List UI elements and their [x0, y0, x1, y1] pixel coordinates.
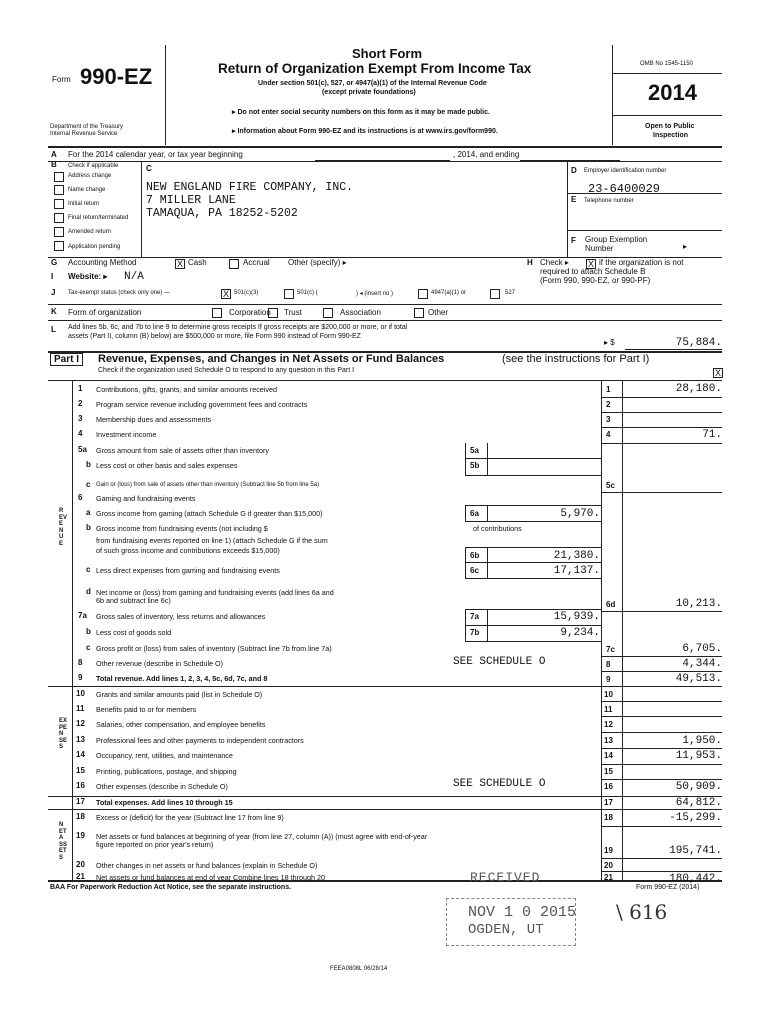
row-h-text2: if the organization is not: [599, 258, 684, 267]
form-word: Form: [52, 75, 71, 84]
line-6b-amount: 21,380.: [553, 550, 600, 562]
line-6c-num: c: [86, 565, 91, 574]
cash-label: Cash: [188, 258, 207, 267]
schedule-o-check-text: Check if the organization used Schedule O to respond to any question in this Part I: [98, 367, 355, 374]
line-6b-ref: 6b: [470, 551, 480, 560]
initial-return-label: Initial return: [68, 201, 100, 207]
line-5a-ref: 5a: [470, 446, 479, 455]
line-14-num: 14: [76, 750, 85, 759]
line-6b-text: Gross income from fundraising events (not including $: [96, 524, 268, 533]
application-pending-label: Application pending: [68, 244, 121, 250]
row-d-label: D: [571, 166, 577, 175]
gross-receipts-value: 75,884.: [675, 337, 722, 349]
accrual-checkbox[interactable]: [229, 259, 239, 269]
trust-checkbox[interactable]: [268, 308, 278, 318]
association-checkbox[interactable]: [323, 308, 333, 318]
corporation-checkbox[interactable]: [212, 308, 222, 318]
row-a-text2: , 2014, and ending: [453, 150, 520, 159]
row-l-text2: assets (Part II, column (B) below) are $500,000 or more, file Form 990 instead of Form 990-EZ: [68, 333, 361, 340]
accounting-method-label: Accounting Method: [68, 258, 137, 267]
line-21-amount: 180,442.: [669, 873, 722, 885]
dept-irs: Internal Revenue Service: [50, 131, 118, 137]
line-6a-amount: 5,970.: [560, 508, 600, 520]
line-7b-text: Less cost of goods sold: [96, 628, 172, 637]
insert-no-label: ) ◂ (insert no ): [356, 291, 394, 297]
row-e-label: E: [571, 195, 577, 204]
baa-notice: BAA For Paperwork Reduction Act Notice, see the separate instructions.: [50, 884, 292, 891]
line-6d-amount: 10,213.: [675, 598, 722, 610]
line-14-amount: 11,953.: [675, 750, 722, 762]
line-6a-text: Gross income from gaming (attach Schedule G if greater than $15,000): [96, 509, 323, 518]
line-6-num: 6: [78, 493, 83, 502]
line-9-amount: 49,513.: [675, 673, 722, 685]
line-20-num: 20: [76, 860, 85, 869]
line-7b-num: b: [86, 627, 91, 636]
tax-year: 2014: [648, 80, 697, 105]
line-21-ref: 21: [604, 873, 613, 882]
line-7c-ref: 7c: [606, 645, 615, 654]
line-4-amount: 71.: [702, 429, 722, 441]
subtitle-2: (except private foundations): [322, 89, 416, 96]
line-6a-ref: 6a: [470, 509, 479, 518]
line-5b-num: b: [86, 460, 91, 469]
line-5b-ref: 5b: [470, 461, 480, 470]
group-exemption-arrow: ▸: [683, 242, 688, 251]
line-8-note: SEE SCHEDULE O: [453, 656, 546, 668]
line-7a-num: 7a: [78, 611, 87, 620]
org-city: TAMAQUA, PA 18252-5202: [146, 207, 298, 220]
4947-checkbox[interactable]: [418, 289, 428, 299]
address-change-checkbox[interactable]: [54, 172, 64, 182]
line-1-num: 1: [78, 384, 83, 393]
line-6c-text: Less direct expenses from gaming and fundraising events: [96, 566, 280, 575]
final-return-checkbox[interactable]: [54, 213, 64, 223]
stamp-received: RECEIVED: [470, 870, 541, 885]
line-14-ref: 14: [604, 751, 613, 760]
initial-return-checkbox[interactable]: [54, 199, 64, 209]
row-l-arrow: ▸ $: [604, 338, 615, 347]
accrual-label: Accrual: [243, 258, 270, 267]
line-6d-ref: 6d: [606, 600, 616, 609]
revenue-side-label: REVENUE: [59, 508, 68, 547]
row-b-label: B: [51, 160, 57, 169]
line-11-num: 11: [76, 704, 85, 713]
line-7a-text: Gross sales of inventory, less returns and allowances: [96, 612, 266, 621]
line-20-ref: 20: [604, 861, 613, 870]
net-assets-side-label: NET ASSETS: [59, 822, 68, 861]
row-h-text3: required to attach Schedule B: [540, 267, 646, 276]
line-6d-num: d: [86, 587, 91, 596]
line-6c-ref: 6c: [470, 566, 479, 575]
row-h-label: H: [527, 258, 533, 267]
expenses-side-label: EXPENSES: [59, 718, 68, 750]
schedule-b-checkbox[interactable]: X: [587, 259, 594, 269]
line-13-amount: 1,950.: [682, 735, 722, 747]
final-return-label: Final return/terminated: [68, 215, 129, 221]
form-of-org-label: Form of organization: [68, 308, 142, 317]
501c-checkbox[interactable]: [284, 289, 294, 299]
line-18-amount: -15,299.: [669, 812, 722, 824]
row-c-label: C: [146, 164, 152, 173]
line-21-num: 21: [76, 872, 85, 881]
line-19-ref: 19: [604, 846, 613, 855]
form-code: FEEA0808L 06/28/14: [330, 966, 388, 972]
line-19-text2: figure reported on prior year's return): [96, 840, 214, 849]
line-12-num: 12: [76, 719, 85, 728]
row-a-text: For the 2014 calendar year, or tax year beginning: [68, 150, 243, 159]
website-label: Website: ▸: [68, 272, 108, 281]
title-main: Return of Organization Exempt From Income Tax: [218, 61, 532, 76]
line-11-text: Benefits paid to or for members: [96, 705, 197, 714]
line-7a-amount: 15,939.: [553, 611, 600, 623]
527-checkbox[interactable]: [490, 289, 500, 299]
ein-label: Employer identification number: [584, 168, 667, 174]
address-change-label: Address change: [68, 173, 112, 179]
line-3-text: Membership dues and assessments: [96, 415, 212, 424]
part-i-title: Revenue, Expenses, and Changes in Net Assets or Fund Balances: [98, 353, 445, 365]
association-label: Association: [340, 308, 381, 317]
open-public-1: Open to Public: [645, 123, 695, 130]
part-i-label: Part I: [50, 353, 83, 366]
line-8-amount: 4,344.: [682, 658, 722, 670]
line-7c-text: Gross profit or (loss) from sales of inventory (Subtract line 7b from line 7a): [96, 644, 332, 653]
line-6b-contrib: of contributions: [473, 524, 522, 533]
line-5c-num: c: [86, 480, 91, 489]
row-g-label: G: [51, 258, 58, 267]
line-13-num: 13: [76, 735, 85, 744]
notice-ssn: ▸ Do not enter social security numbers on this form as it may be made public.: [232, 109, 490, 116]
other-method-label: Other (specify) ▸: [288, 258, 347, 267]
line-18-ref: 18: [604, 813, 613, 822]
line-6b-text-cont: from fundraising events reported on line 1) (attach Schedule G if the sum: [96, 536, 328, 545]
tax-exempt-label: Tax-exempt status (check only one) —: [68, 290, 171, 296]
line-9-text: Total revenue. Add lines 1, 2, 3, 4, 5c, 6d, 7c, and 8: [96, 674, 268, 683]
stamp-date: NOV 1 0 2015: [468, 904, 577, 921]
cash-checkbox[interactable]: X: [176, 259, 183, 269]
org-name: NEW ENGLAND FIRE COMPANY, INC.: [146, 181, 354, 194]
omb-number: OMB No 1545-1150: [640, 61, 693, 67]
received-stamp-border: [446, 898, 576, 946]
dept-treasury: Department of the Treasury: [50, 124, 124, 130]
subtitle-1: Under section 501(c), 527, or 4947(a)(1) of the Internal Revenue Code: [258, 80, 487, 87]
stamp-city: OGDEN, UT: [468, 922, 544, 938]
501c-label: 501(c) (: [297, 290, 318, 296]
line-6b-text-cont2: of such gross income and contributions exceeds $15,000): [96, 546, 280, 555]
line-5a-text: Gross amount from sale of assets other than inventory: [96, 446, 269, 455]
org-street: 7 MILLER LANE: [146, 194, 236, 207]
4947-label: 4947(a)(1) or: [431, 290, 467, 296]
amended-return-label: Amended return: [68, 229, 112, 235]
line-17-amount: 64,812.: [675, 797, 722, 809]
line-1-amount: 28,180.: [675, 383, 722, 395]
row-j-label: J: [51, 288, 56, 297]
line-6b-num: b: [86, 523, 91, 532]
ein-value: 23-6400029: [588, 182, 661, 196]
line-19-text: Net assets or fund balances at beginning of year (from line 27, column (A)) (must agree with end-of-year: [96, 832, 428, 841]
line-5b-text: Less cost or other basis and sales expenses: [96, 461, 238, 470]
line-2-text: Program service revenue including government fees and contracts: [96, 400, 308, 409]
527-label: 527: [505, 290, 516, 296]
501c3-label: 501(c)(3): [234, 290, 259, 296]
line-16-note: SEE SCHEDULE O: [453, 778, 546, 790]
line-2-ref: 2: [606, 400, 611, 409]
line-1-text: Contributions, gifts, grants, and similar amounts received: [96, 385, 277, 394]
line-10-text: Grants and similar amounts paid (list in Schedule O): [96, 690, 263, 699]
line-7c-num: c: [86, 643, 91, 652]
part-i-title-suffix: (see the instructions for Part I): [502, 353, 650, 365]
row-l-label: L: [51, 325, 56, 334]
line-1-ref: 1: [606, 385, 611, 394]
handwritten-mark: \ 616: [616, 900, 668, 924]
open-public-2: Inspection: [653, 132, 689, 139]
row-l-text1: Add lines 5b, 6c, and 7b to line 9 to determine gross receipts If gross receipts are $200,000 or more, or if total: [68, 324, 408, 331]
title-short-form: Short Form: [352, 46, 423, 61]
form-reference: Form 990-EZ (2014): [636, 884, 700, 891]
schedule-o-checkbox[interactable]: X: [714, 368, 721, 378]
501c3-checkbox[interactable]: X: [222, 289, 229, 299]
row-a-label: A: [51, 150, 57, 159]
line-8-ref: 8: [606, 660, 611, 669]
line-10-num: 10: [76, 689, 85, 698]
line-8-text: Other revenue (describe in Schedule O): [96, 659, 224, 668]
line-16-num: 16: [76, 781, 85, 790]
line-20-text: Other changes in net assets or fund balances (explain in Schedule O): [96, 861, 318, 870]
line-3-ref: 3: [606, 415, 611, 424]
line-13-text: Professional fees and other payments to independent contractors: [96, 736, 304, 745]
line-17-num: 17: [76, 797, 85, 806]
line-9-num: 9: [78, 673, 83, 682]
line-12-text: Salaries, other compensation, and employee benefits: [96, 720, 266, 729]
line-17-text: Total expenses. Add lines 10 through 15: [96, 798, 233, 807]
line-6a-num: a: [86, 508, 91, 517]
line-8-num: 8: [78, 658, 83, 667]
corporation-label: Corporation: [229, 308, 271, 317]
row-i-label: I: [51, 272, 54, 281]
line-7a-ref: 7a: [470, 612, 479, 621]
check-if-applicable: Check if applicable: [68, 163, 119, 169]
line-16-ref: 16: [604, 782, 613, 791]
line-6c-amount: 17,137.: [553, 565, 600, 577]
line-10-ref: 10: [604, 690, 613, 699]
line-5a-num: 5a: [78, 445, 87, 454]
row-k-label: K: [51, 307, 57, 316]
application-pending-checkbox[interactable]: [54, 241, 64, 251]
other-org-label: Other: [428, 308, 449, 317]
line-6d-text2: 6b and subtract line 6c): [96, 596, 171, 605]
notice-info: ▸ Information about Form 990-EZ and its instructions is at www.irs.gov/form990.: [232, 128, 498, 135]
line-14-text: Occupancy, rent, utilities, and maintenance: [96, 751, 233, 760]
line-15-ref: 15: [604, 767, 613, 776]
telephone-label: Telephone number: [584, 198, 634, 204]
row-f-label: F: [571, 236, 576, 245]
line-6d-text: Net income or (loss) from gaming and fundraising events (add lines 6a and: [96, 588, 334, 597]
line-15-num: 15: [76, 766, 85, 775]
line-2-num: 2: [78, 399, 83, 408]
group-exemption-1: Group Exemption: [585, 235, 648, 244]
line-17-ref: 17: [604, 798, 613, 807]
line-21-text: Net assets or fund balances at end of year Combine lines 18 through 20: [96, 873, 325, 882]
line-5c-text: Gain or (loss) from sale of assets other than inventory (Subtract line 5b from line 5a): [96, 482, 320, 488]
line-16-amount: 50,909.: [675, 781, 722, 793]
row-h-check: Check ▸: [540, 258, 569, 267]
line-7b-amount: 9,234.: [560, 627, 600, 639]
name-change-checkbox[interactable]: [54, 185, 64, 195]
website-value: N/A: [124, 271, 144, 283]
line-18-num: 18: [76, 812, 85, 821]
row-h-text4: (Form 990, 990-EZ, or 990-PF): [540, 276, 651, 285]
line-12-ref: 12: [604, 720, 613, 729]
trust-label: Trust: [284, 308, 302, 317]
line-13-ref: 13: [604, 736, 613, 745]
line-7b-ref: 7b: [470, 628, 480, 637]
group-exemption-2: Number: [585, 244, 614, 253]
line-15-text: Printing, publications, postage, and shipping: [96, 767, 237, 776]
line-19-num: 19: [76, 831, 85, 840]
line-4-num: 4: [78, 429, 83, 438]
line-4-text: Investment income: [96, 430, 157, 439]
other-org-checkbox[interactable]: [414, 308, 424, 318]
line-6-text: Gaming and fundraising events: [96, 494, 196, 503]
line-7c-amount: 6,705.: [682, 643, 722, 655]
line-16-text: Other expenses (describe in Schedule O): [96, 782, 228, 791]
line-18-text: Excess or (deficit) for the year (Subtract line 17 from line 9): [96, 813, 284, 822]
line-3-num: 3: [78, 414, 83, 423]
line-11-ref: 11: [604, 705, 613, 714]
line-4-ref: 4: [606, 430, 611, 439]
line-19-amount: 195,741.: [669, 845, 722, 857]
line-5c-ref: 5c: [606, 481, 615, 490]
line-9-ref: 9: [606, 675, 611, 684]
amended-return-checkbox[interactable]: [54, 227, 64, 237]
form-number: 990-EZ: [80, 64, 153, 89]
name-change-label: Name change: [68, 187, 106, 193]
